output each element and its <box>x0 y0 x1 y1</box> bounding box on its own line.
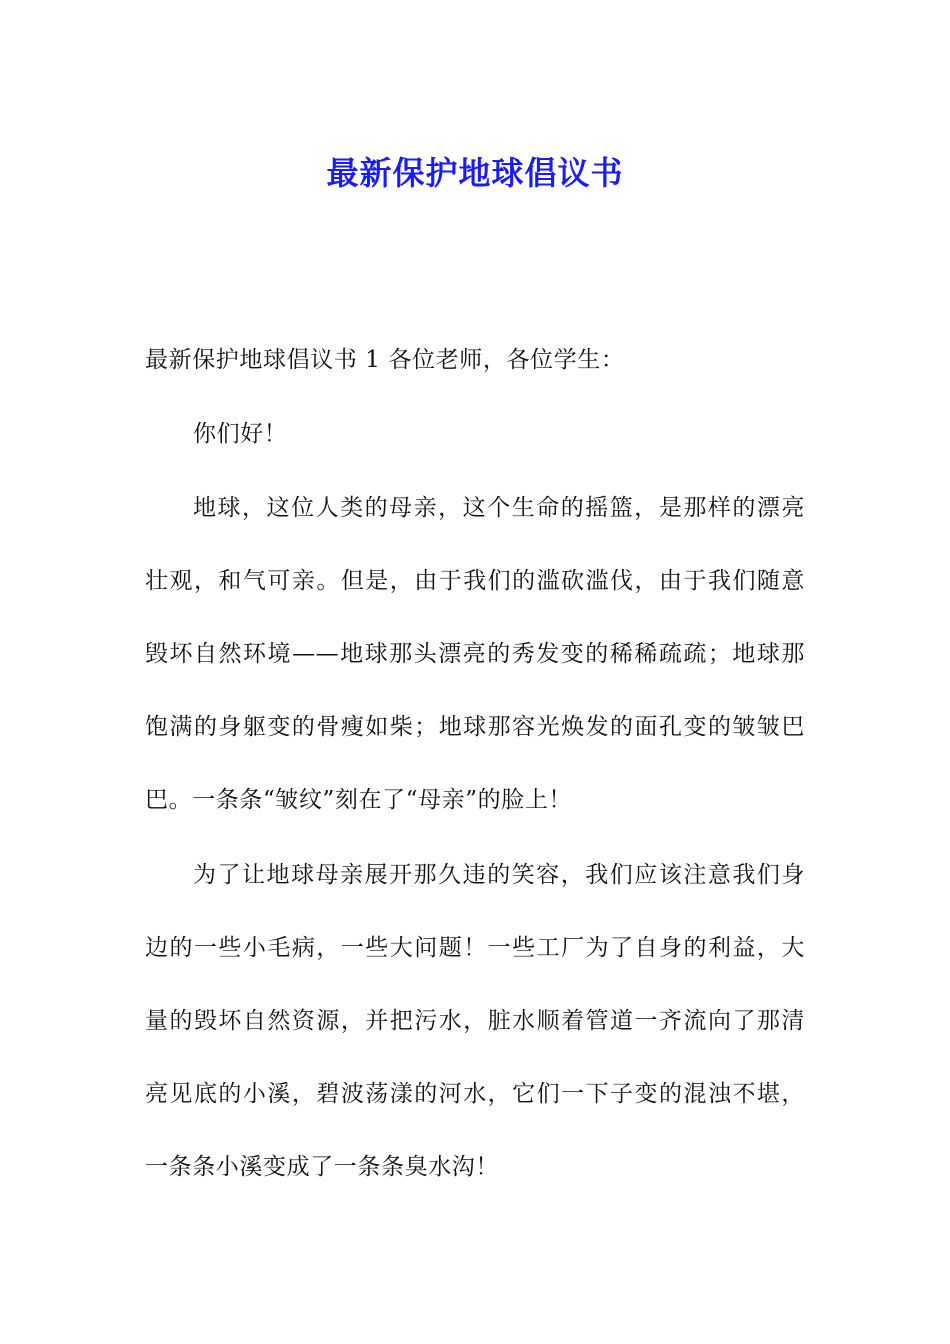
paragraph-1: 地球，这位人类的母亲，这个生命的摇篮，是那样的漂亮壮观，和气可亲。但是，由于我们的滥砍滥伐，由于我们随意毁坏自然环境——地球那头漂亮的秀发变的稀稀疏疏；地球那饱满的身躯变的骨瘦如柴；地球那容光焕发的面孔变的皱皱巴巴。一条条“皱纹”刻在了“母亲”的脸上！ <box>145 495 805 813</box>
salutation-line: 最新保护地球倡议书 1 各位老师，各位学生： <box>145 347 625 373</box>
greeting-line: 你们好！ <box>193 421 288 447</box>
paragraph-2: 为了让地球母亲展开那久违的笑容，我们应该注意我们身边的一些小毛病，一些大问题！一些工厂为了自身的利益，大量的毁坏自然资源，并把污水，脏水顺着管道一齐流向了那清亮见底的小溪，碧波荡漾的河水，它们一下子变的混浊不堪，一条条小溪变成了一条条臭水沟！ <box>145 862 805 1180</box>
document-title: 最新保护地球倡议书 <box>326 154 624 193</box>
document-body <box>145 340 805 1222</box>
